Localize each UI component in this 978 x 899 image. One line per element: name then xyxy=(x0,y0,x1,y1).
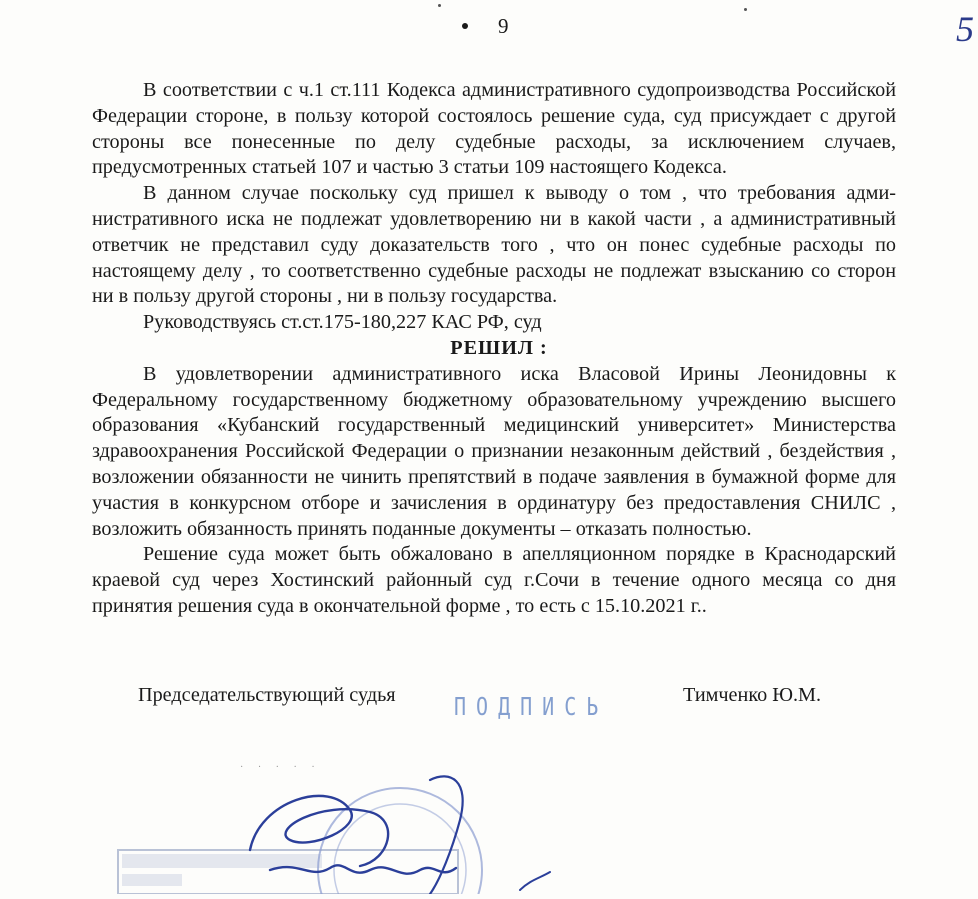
dotted-marks: · · · · · xyxy=(240,762,321,773)
court-stamp-line-1 xyxy=(122,854,322,868)
court-stamp-line-2 xyxy=(122,874,182,886)
paragraph-court-reasoning: В данном случае поскольку суд пришел к выводу о том , что требования административного иска не подлежат удовлетворению ни в какой части , а административный ответчик не представил суду доказательств того , что он понес судебные расходы по настоящему делу , то соответственно судебные расходы не подлежат взысканию со сторон ни в пользу другой стороны , ни в пользу государства. xyxy=(92,182,896,308)
paragraph-appeal: Решение суда может быть обжаловано в апелляционном порядке в Краснодарский краевой суд через Хостинский районный суд г.Сочи в течение одного месяца со дня принятия решения суда в окончательной форме , то есть с 15.10.2021 г.. xyxy=(92,543,896,617)
signature-stamp: ПОДПИСЬ xyxy=(454,691,609,721)
document-body xyxy=(92,78,896,620)
seal-graphic xyxy=(100,740,620,894)
paragraph-legal-basis: В соответствии с ч.1 ст.111 Кодекса административного судопроизводства Российской Федерации стороне, в пользу которой состоялось решение суда, суд присуждает с другой стороны все понесенные по делу судебные расходы, за исключением случаев, предусмотренных статьей 107 и частью 3 статьи 109 настоящего Кодекса. xyxy=(92,79,896,179)
bullet-icon xyxy=(462,23,468,29)
signature-role: Председательствующий судья xyxy=(138,684,396,706)
seal-and-signature xyxy=(100,740,620,894)
judge-name: Тимченко Ю.М. xyxy=(683,684,822,706)
corner-handwritten-mark: 5 xyxy=(956,9,974,49)
page-number: 9 xyxy=(462,14,511,39)
paragraph-guided-by: Руководствуясь ст.ст.175-180,227 КАС РФ, суд xyxy=(143,311,542,334)
paragraph-decision: В удовлетворении административного иска Власовой Ирины Леонидовны к Федеральному государственному бюджетному образовательному учреждению высшего образования «Кубанский государственный медицинский университет» Министерства здравоохранения Российской Федерации о признании незаконным действий , бездействия , возложении обязанности не чинить препятствий в подаче заявления в бумажной форме для участия в конкурсном отборе и зачисления в ординатуру без предоставления СНИЛС , возложить обязанность принять поданные документы – отказать полностью. xyxy=(92,362,896,540)
scan-speck xyxy=(744,8,747,11)
scan-speck xyxy=(438,4,441,7)
signature-tail xyxy=(520,872,550,890)
decision-heading: РЕШИЛ : xyxy=(450,336,548,359)
